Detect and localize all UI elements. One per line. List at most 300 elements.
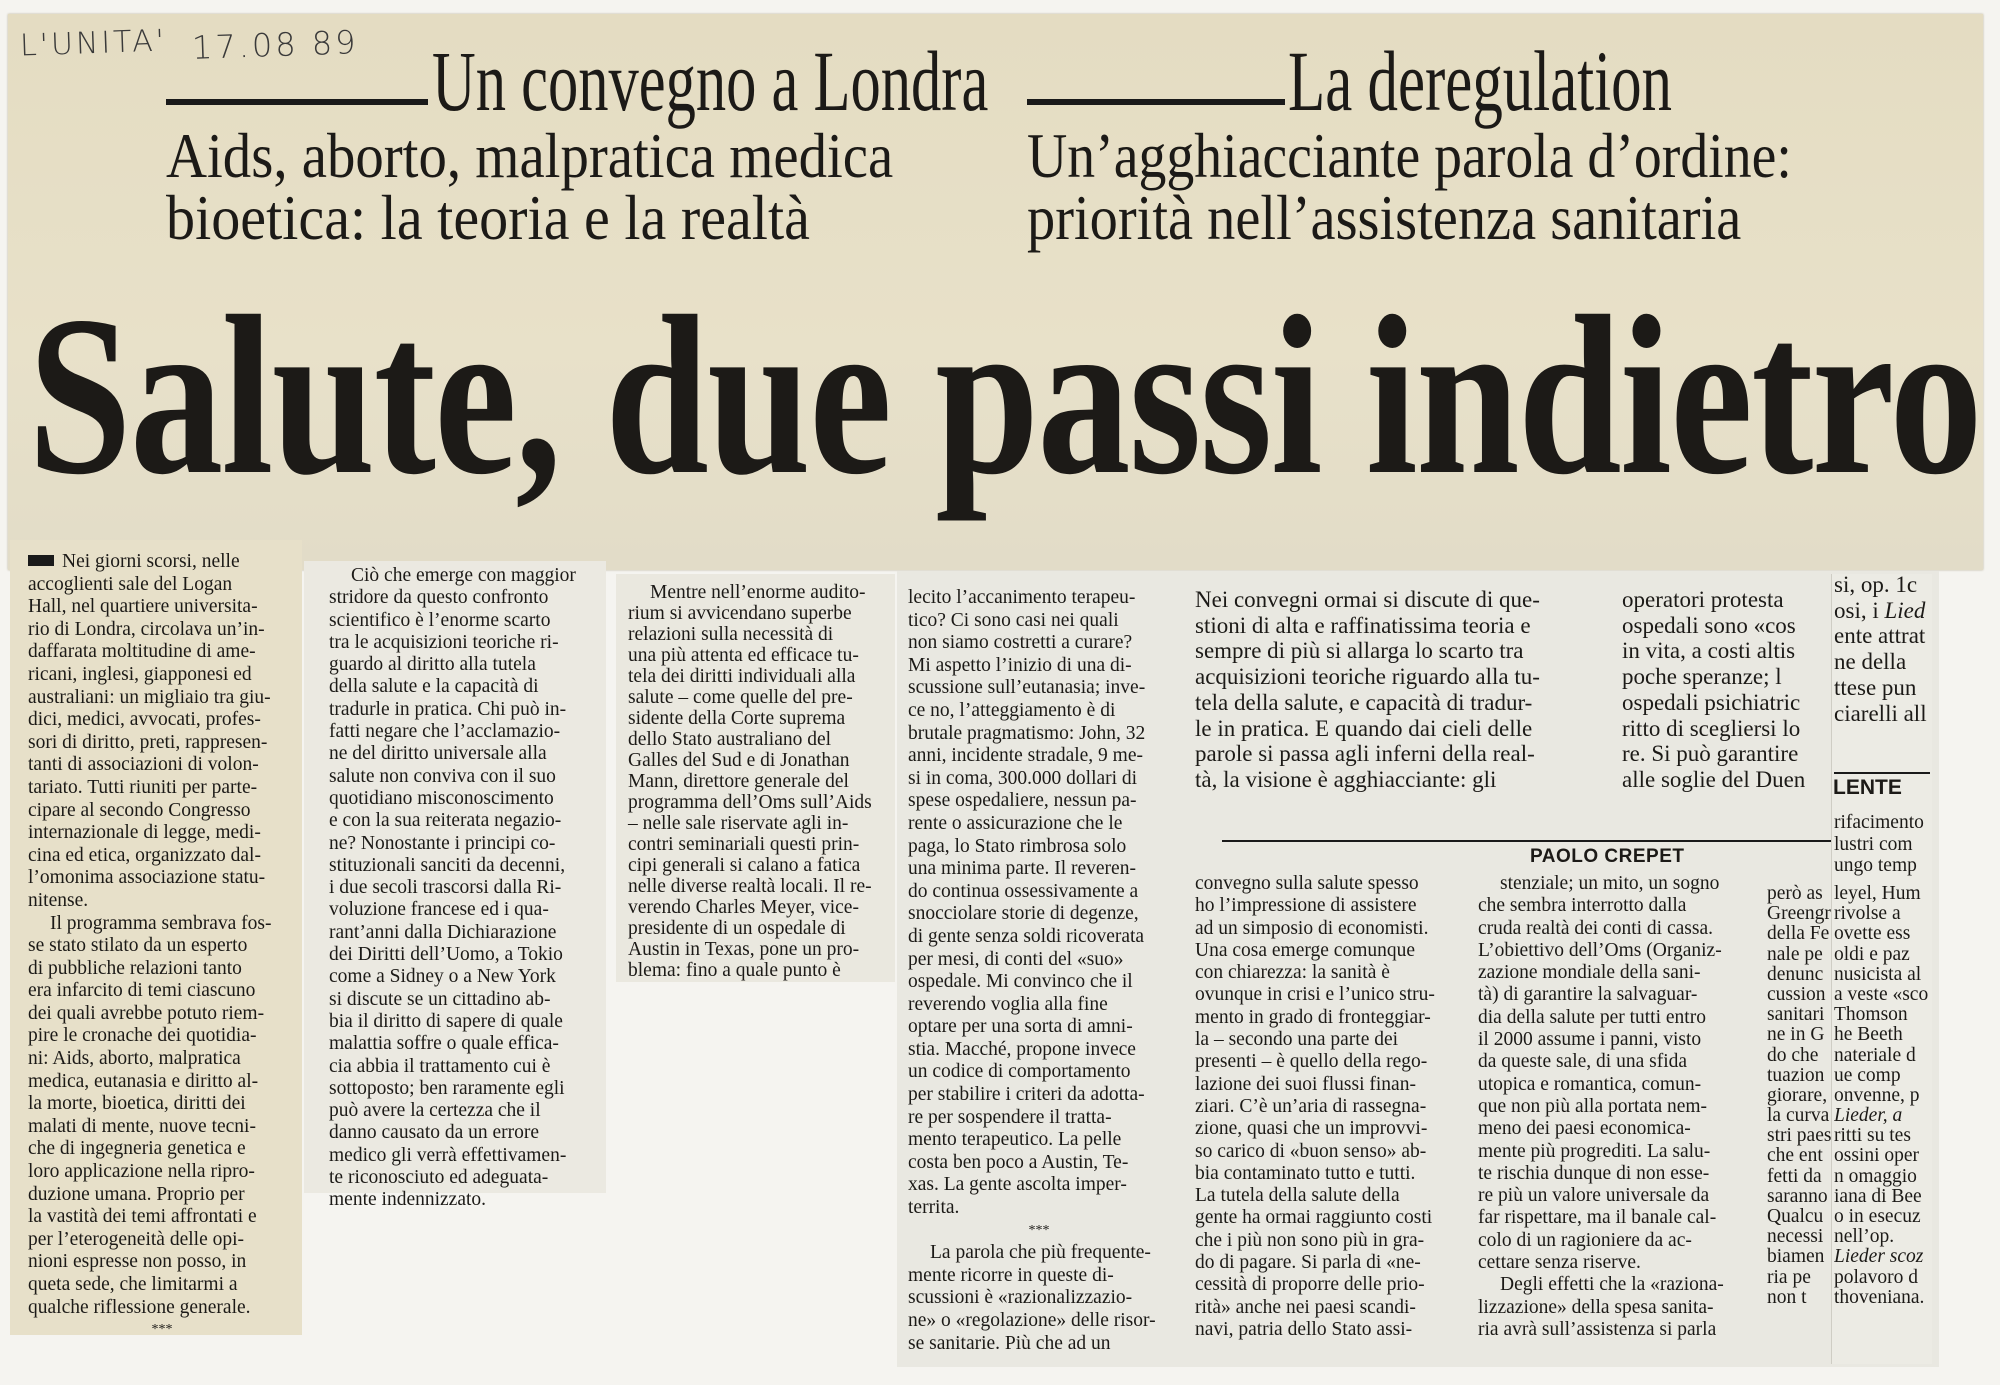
text-line: ente attrat — [1834, 623, 1926, 649]
text-line — [628, 624, 889, 645]
text-line-content: ria avrà sull’assistenza si parla — [1478, 1318, 1717, 1340]
text-line — [28, 1229, 296, 1252]
text-line — [908, 858, 1170, 881]
text-line-content: da queste sale, di una sfida — [1478, 1051, 1688, 1073]
text-line-content: programma dell’Oms sull’Aids — [628, 792, 872, 813]
text-line-content: malattia soffre o quale effica- — [329, 1033, 559, 1055]
fragment-left: della Fe — [1767, 924, 1830, 945]
text-line — [908, 723, 1170, 746]
fragment-right: iana di Bee — [1834, 1186, 1922, 1207]
text-line-content: cia abbia il trattamento cui è — [329, 1055, 551, 1077]
text-line-pair — [1767, 1005, 1930, 1025]
text-line — [908, 949, 1170, 972]
text-line — [329, 922, 593, 944]
text-line-pair — [1767, 965, 1930, 985]
text-line — [329, 899, 593, 921]
text-line — [329, 1167, 593, 1189]
text-line-content: reverendo voglia alla fine — [908, 993, 1108, 1015]
text-line-content: paga, lo Stato rimbrosa solo — [908, 835, 1127, 857]
text-line — [908, 1174, 1170, 1197]
text-line — [1478, 873, 1744, 895]
fragment-right: a veste «sco — [1834, 984, 1929, 1005]
text-line — [1195, 1319, 1458, 1341]
text-line-pair — [1767, 1106, 1930, 1126]
text-line-content: ziari. C’è un’aria di rassegna- — [1195, 1095, 1427, 1117]
text-line-content: sidente della Corte suprema — [628, 708, 846, 729]
text-line — [28, 1161, 296, 1184]
text-line — [28, 1116, 296, 1139]
text-line-content: so carico di «buon senso» ab- — [1195, 1140, 1427, 1162]
strip-heading: LENTE — [1833, 776, 1902, 799]
text-line: ne della — [1834, 649, 1907, 675]
text-line — [28, 822, 296, 845]
text-line-content: scientifico è l’enorme scarto — [329, 609, 551, 631]
fragment-left: denunc — [1767, 964, 1824, 985]
fragment-left: ne in G — [1767, 1025, 1825, 1046]
text-line-content: rente o assicurazione che le — [908, 812, 1123, 834]
text-line-content: la vastità dei temi affrontati e — [28, 1206, 257, 1228]
text-line-content: cruda realtà dei conti di cassa. — [1478, 917, 1713, 939]
text-line — [329, 743, 593, 765]
text-line — [908, 836, 1170, 859]
text-line — [329, 1100, 593, 1122]
text-line-content: dello Stato australiano del — [628, 729, 832, 750]
fragment-left: cussion — [1767, 984, 1826, 1005]
text-line-content: queta sede, che limitarmi a — [28, 1274, 238, 1295]
text-line — [1195, 716, 1595, 742]
text-line-content: mento in grado di fronteggiar- — [1195, 1006, 1431, 1028]
fragment-right: ossini oper — [1834, 1146, 1920, 1167]
text-line — [329, 1011, 593, 1033]
text-line-pair — [1767, 1066, 1930, 1086]
text-line — [28, 1048, 296, 1071]
text-line-content: Una cosa emerge comunque — [1195, 939, 1416, 961]
text-line-content: La tutela della salute della — [1195, 1185, 1400, 1207]
text-line — [1195, 587, 1595, 613]
kicker-rule-right — [1027, 99, 1285, 105]
text-line — [1195, 664, 1595, 690]
text-line-content: lecito l’accanimento terapeu- — [908, 587, 1136, 608]
text-line-content: Nei convegni ormai si discute di que- — [1195, 587, 1540, 612]
text-line — [908, 790, 1170, 813]
text-line — [28, 574, 296, 597]
text-line-content: ne del diritto universale alla — [329, 743, 547, 765]
text-line-content: lizzazione» della spesa sanita- — [1478, 1296, 1714, 1318]
text-line — [1478, 918, 1744, 940]
text-line — [329, 587, 593, 609]
text-line-content: tà, la visione è agghiacciante: gli — [1195, 766, 1497, 792]
fragment-left: non t — [1767, 1287, 1807, 1308]
text-line — [28, 551, 296, 574]
author-byline: PAOLO CREPET — [1530, 846, 1685, 867]
text-line — [1195, 690, 1595, 716]
text-line — [908, 813, 1170, 836]
text-line-content: verendo Charles Meyer, vice- — [628, 897, 859, 918]
text-line: si, op. 1c — [1834, 572, 1918, 597]
text-line — [1195, 1252, 1458, 1274]
text-line-content: que non più alla portata nem- — [1478, 1095, 1708, 1117]
text-line-content: te riconosciuto ed adeguata- — [329, 1167, 549, 1189]
article-intro-column — [1195, 587, 1595, 793]
text-line-content: era infarcito di temi ciascuno — [28, 980, 256, 1002]
text-line — [628, 708, 889, 729]
fragment-right: nateriale d — [1834, 1045, 1916, 1066]
text-line-content: meno dei paesi economica- — [1478, 1118, 1691, 1140]
text-line — [28, 1274, 296, 1297]
text-line-content: scussione sull’eutanasia; inve- — [908, 677, 1146, 699]
fragment-right: Thomson — [1834, 1005, 1908, 1026]
text-line-content: ni: Aids, aborto, malpratica — [28, 1048, 241, 1070]
text-line — [1195, 1074, 1458, 1096]
text-line-content: duzione umana. Proprio per — [28, 1183, 245, 1205]
text-line-content: come a Sidney o a New York — [329, 966, 556, 988]
text-line-content: daffarata moltitudine di ame- — [28, 641, 256, 663]
handwritten-newspaper-name: L'UNITA' — [19, 23, 168, 64]
text-line — [628, 876, 889, 897]
text-line-content: mente più progrediti. La salu- — [1478, 1140, 1711, 1162]
text-line — [28, 1297, 296, 1320]
text-line-content: la – secondo una parte dei — [1195, 1029, 1399, 1051]
text-line-content: cina ed etica, organizzato dal- — [28, 844, 261, 866]
text-line-pair — [1767, 1146, 1930, 1166]
text-line — [628, 897, 889, 918]
text-line — [628, 666, 889, 687]
text-line-content: territa. — [908, 1197, 960, 1219]
text-line — [28, 641, 296, 664]
text-line-content: tela dei diritti individuali alla — [628, 666, 856, 687]
text-line — [1478, 1207, 1744, 1229]
text-line — [1478, 1118, 1744, 1140]
text-line-pair — [1767, 884, 1930, 904]
fragment-left: giorare, — [1767, 1085, 1828, 1106]
text-line-content: della salute e la capacità di — [329, 676, 539, 698]
text-line-content: – nelle sale riservate agli in- — [628, 813, 849, 834]
text-line — [1478, 1074, 1744, 1096]
text-line-content: qualche riflessione generale. — [28, 1296, 251, 1318]
text-line-content: la morte, bioetica, diritti dei — [28, 1093, 246, 1115]
text-line — [1195, 984, 1458, 1006]
paragraph-bullet-icon — [28, 555, 54, 566]
text-line — [1478, 1096, 1744, 1118]
text-line — [1195, 873, 1458, 895]
text-line — [1195, 613, 1595, 639]
text-line — [908, 1310, 1170, 1333]
text-line-pair — [1767, 1046, 1930, 1066]
text-line-content: te rischia dunque di non esse- — [1478, 1162, 1710, 1184]
text-line-content: cipare al secondo Congresso — [28, 799, 251, 821]
text-line — [329, 966, 593, 988]
text-line-content: pire le cronache dei quotidia- — [28, 1025, 257, 1047]
text-line-content: scussioni è «razionalizzazio- — [908, 1287, 1133, 1309]
text-line-content: una più attenta ed efficace tu- — [628, 645, 859, 666]
kicker-right: La deregulation — [1288, 33, 1673, 129]
text-line-content: che i più non sono più in gra- — [1195, 1229, 1425, 1251]
text-line-content: se stato stilato da un esperto — [28, 935, 248, 957]
text-line-content: bia il diritto di sapere di quale — [329, 1010, 563, 1032]
text-line — [1195, 1007, 1458, 1029]
text-line — [28, 709, 296, 732]
text-line-content: contri seminariali questi prin- — [628, 834, 860, 855]
text-line-pair — [1767, 1025, 1930, 1045]
text-line: ungo temp — [1834, 855, 1917, 876]
text-line-content: medico gli verrà effettivamen- — [329, 1144, 567, 1166]
text-line — [28, 913, 296, 936]
text-line-content: presenti – è quello della rego- — [1195, 1051, 1428, 1073]
author-rule — [1222, 840, 1832, 842]
text-line-content: un codice di comportamento — [908, 1061, 1131, 1083]
text-line — [329, 833, 593, 855]
text-line — [1195, 1029, 1458, 1051]
text-line — [628, 645, 889, 666]
text-line-content: malati di mente, nuove tecni- — [28, 1115, 256, 1137]
text-line: re. Si può garantire — [1622, 741, 1799, 767]
text-line-content: ricani, inglesi, giapponesi ed — [28, 663, 252, 685]
text-line — [1478, 1252, 1744, 1274]
text-line — [329, 788, 593, 810]
text-line — [28, 1184, 296, 1207]
text-line — [908, 1265, 1170, 1288]
text-line — [908, 1152, 1170, 1175]
article-column-5 — [1195, 873, 1458, 1341]
fragment-right: he Beeth — [1834, 1025, 1903, 1046]
text-line: poche speranze; l — [1622, 664, 1782, 690]
text-line — [1195, 1230, 1458, 1252]
text-line — [1478, 1185, 1744, 1207]
text-line — [28, 1071, 296, 1094]
text-line-content: internazionale di legge, medi- — [28, 822, 261, 844]
text-line-content: Mi aspetto l’inizio di una di- — [908, 654, 1132, 676]
text-line-pair — [1767, 1207, 1930, 1227]
text-line — [628, 729, 889, 750]
text-line — [908, 1220, 1170, 1243]
deck-right-line-1: Un’agghiacciante parola d’ordine: — [1027, 120, 1792, 191]
text-line — [28, 1138, 296, 1161]
text-line — [628, 939, 889, 960]
fragment-left: necessi — [1767, 1227, 1824, 1248]
text-line-content: *** — [151, 1322, 173, 1338]
text-line — [908, 1084, 1170, 1107]
strip-paired-fragments — [1767, 884, 1930, 1308]
fragment-right: ovette ess — [1834, 924, 1911, 945]
text-line — [28, 1093, 296, 1116]
text-line-content: Il programma sembrava fos- — [50, 912, 272, 934]
text-line — [329, 610, 593, 632]
text-line-content: Degli effetti che la «raziona- — [1500, 1274, 1724, 1296]
text-line-content: spese ospedaliere, nessun pa- — [908, 790, 1137, 812]
text-line-content: do continua ossessivamente a — [908, 880, 1139, 902]
fragment-right: leyel, Hum — [1834, 884, 1921, 904]
text-line — [28, 732, 296, 755]
text-line-content: stituzionali sanciti da decenni, — [329, 854, 566, 876]
text-line: ritto di scegliersi lo — [1622, 715, 1801, 741]
text-line — [628, 855, 889, 876]
text-line-content: per l’eterogeneità delle opi- — [28, 1228, 245, 1250]
text-line — [28, 1206, 296, 1229]
fragment-left: tuazion — [1767, 1065, 1825, 1086]
text-line-content: Mentre nell’enorme audito- — [650, 582, 866, 603]
text-line-content: per stabilire i criteri da adotta- — [908, 1084, 1145, 1106]
fragment-left: che ent — [1767, 1146, 1823, 1167]
text-line-pair — [1767, 1247, 1930, 1267]
text-line — [1478, 1007, 1744, 1029]
text-line — [1195, 1096, 1458, 1118]
text-line-content: ne? Nonostante i principi co- — [329, 832, 556, 854]
text-line — [329, 1033, 593, 1055]
text-line — [28, 1319, 296, 1342]
text-line — [28, 890, 296, 913]
text-line — [908, 1129, 1170, 1152]
text-line — [329, 565, 593, 587]
text-line-content: utopica e romantica, comun- — [1478, 1073, 1702, 1095]
fragment-right: o in esecuz — [1834, 1207, 1921, 1227]
text-line-content: optare per una sorta di amni- — [908, 1016, 1133, 1038]
text-line-pair — [1767, 985, 1930, 1005]
article-column-3 — [628, 582, 889, 981]
article-column-6 — [1478, 873, 1744, 1341]
text-line — [1478, 1297, 1744, 1319]
fragment-left: ria pe — [1767, 1267, 1811, 1288]
text-line-pair — [1767, 1268, 1930, 1288]
text-line-content: Nei giorni scorsi, nelle — [62, 551, 240, 572]
text-line — [908, 903, 1170, 926]
text-line — [28, 664, 296, 687]
fragment-right: onvenne, p — [1834, 1085, 1920, 1106]
text-line-content: sori di diritto, preti, rappresen- — [28, 731, 268, 753]
fragment-right: nell’op. — [1834, 1227, 1895, 1248]
text-line — [628, 582, 889, 603]
text-line-pair — [1767, 1167, 1930, 1187]
text-line — [1478, 1029, 1744, 1051]
text-line-content: xas. La gente ascolta imper- — [908, 1174, 1127, 1196]
text-line-content: *** — [1028, 1222, 1050, 1238]
text-line — [628, 750, 889, 771]
text-line — [628, 813, 889, 834]
text-line-content: il 2000 assume i panni, visto — [1478, 1029, 1702, 1051]
text-line-content: tela della salute, e capacità di tradur- — [1195, 689, 1533, 715]
text-line-content: ovunque in crisi e l’unico stru- — [1195, 984, 1435, 1006]
text-line-content: accoglienti sale del Logan — [28, 573, 233, 595]
text-line-pair — [1767, 924, 1930, 944]
text-line — [628, 792, 889, 813]
text-line — [329, 654, 593, 676]
text-line-content: mente ricorre in queste di- — [908, 1264, 1114, 1286]
text-line — [28, 1251, 296, 1274]
text-line-content: voluzione francese ed i qua- — [329, 899, 549, 921]
text-line-content: presidente di un ospedale di — [628, 918, 846, 939]
text-line — [628, 687, 889, 708]
text-line-content: far rispettare, ma il banale cal- — [1478, 1207, 1717, 1229]
text-line — [1478, 1230, 1744, 1252]
text-line — [908, 1016, 1170, 1039]
text-line-content: può avere la certezza che il — [329, 1100, 541, 1122]
text-line-content: cipi generali si calano a fatica — [628, 855, 861, 876]
article-column-2 — [329, 565, 593, 1212]
text-line-content: blema: fino a quale punto è — [628, 960, 841, 981]
text-line-content: salute non conviva con il suo — [329, 765, 556, 787]
text-line-content: di pubbliche relazioni tanto — [28, 957, 242, 979]
text-line — [908, 587, 1170, 610]
text-line-content: stia. Macché, propone invece — [908, 1038, 1136, 1060]
text-line-content: brutale pragmatismo: John, 32 — [908, 722, 1146, 744]
text-line-pair — [1767, 1227, 1930, 1247]
text-line-content: cettare senza riserve. — [1478, 1252, 1641, 1274]
text-line — [908, 971, 1170, 994]
text-line-content: ho l’impressione di assistere — [1195, 895, 1417, 917]
text-line — [28, 1025, 296, 1048]
text-line — [908, 632, 1170, 655]
text-line — [28, 958, 296, 981]
text-line-content: e con la sua reiterata negazio- — [329, 810, 562, 832]
text-line — [1195, 1118, 1458, 1140]
text-line-pair — [1767, 1187, 1930, 1207]
fragment-left: saranno — [1767, 1186, 1828, 1207]
text-line — [1195, 895, 1458, 917]
text-line — [1478, 940, 1744, 962]
text-line — [908, 700, 1170, 723]
text-line — [1195, 638, 1595, 664]
text-line-content: L’obiettivo dell’Oms (Organiz- — [1478, 939, 1722, 961]
text-line-content: medica, eutanasia e diritto al- — [28, 1070, 259, 1092]
kicker-left: Un convegno a Londra — [432, 33, 989, 129]
text-line-content: parole si passa agli inferni della real- — [1195, 741, 1535, 767]
text-line — [28, 754, 296, 777]
text-line-content: tariato. Tutti riuniti per parte- — [28, 776, 258, 798]
text-line — [1478, 895, 1744, 917]
text-line-content: stridore da questo confronto — [329, 587, 549, 609]
text-line — [329, 1122, 593, 1144]
text-line-content: danno causato da un errore — [329, 1122, 540, 1144]
text-line-content: nelle diverse realtà locali. Il re- — [628, 876, 872, 897]
handwritten-date: 17.08 89 — [191, 23, 360, 67]
text-line-content: Galles del Sud e di Jonathan — [628, 750, 850, 771]
text-line-content: ce no, l’atteggiamento è di — [908, 699, 1116, 721]
fragment-right: nusicista al — [1834, 964, 1922, 985]
kicker-rule-left — [166, 99, 428, 105]
text-line-pair — [1767, 904, 1930, 924]
text-line: rifacimento — [1834, 812, 1924, 833]
strip-lower-fragment — [1834, 812, 1930, 877]
text-line — [628, 771, 889, 792]
text-line-content: le in pratica. E quando dai cieli delle — [1195, 715, 1533, 741]
text-line-content: convegno sulla salute spesso — [1195, 873, 1419, 894]
text-line-content: sottoposto; ben raramente egli — [329, 1077, 565, 1099]
text-line-content: dei quali avrebbe potuto riem- — [28, 1002, 265, 1024]
text-line-content: i due secoli trascorsi dalla Ri- — [329, 877, 562, 899]
text-line-pair — [1767, 1126, 1930, 1146]
text-line-content: guardo al diritto alla tutela — [329, 654, 536, 676]
text-line — [329, 944, 593, 966]
fragment-right: polavoro d — [1834, 1267, 1918, 1288]
text-line: lustri com — [1834, 833, 1913, 855]
text-line-content: dia della salute per tutti entro — [1478, 1006, 1706, 1028]
text-line-content: lazione dei suoi flussi finan- — [1195, 1073, 1416, 1095]
text-line-content: una minima parte. Il reveren- — [908, 858, 1136, 880]
text-line-content: stioni di alta e raffinatissima teoria e — [1195, 612, 1531, 638]
text-line — [28, 619, 296, 642]
text-line — [1195, 1141, 1458, 1163]
text-line — [1478, 1141, 1744, 1163]
text-line-content: ne» o «regolazione» delle risor- — [908, 1310, 1156, 1331]
fragment-right: rivolse a — [1834, 904, 1901, 925]
text-line-pair — [1767, 945, 1930, 965]
text-line: ttese pun — [1834, 674, 1917, 700]
text-line — [908, 610, 1170, 633]
text-line-content: ospedale. Mi convinco che il — [908, 971, 1133, 993]
fragment-right: Lieder, a — [1834, 1106, 1903, 1127]
text-line-content: dici, medici, avvocati, profes- — [28, 709, 261, 731]
text-line — [329, 766, 593, 788]
text-line-pair — [1767, 1086, 1930, 1106]
